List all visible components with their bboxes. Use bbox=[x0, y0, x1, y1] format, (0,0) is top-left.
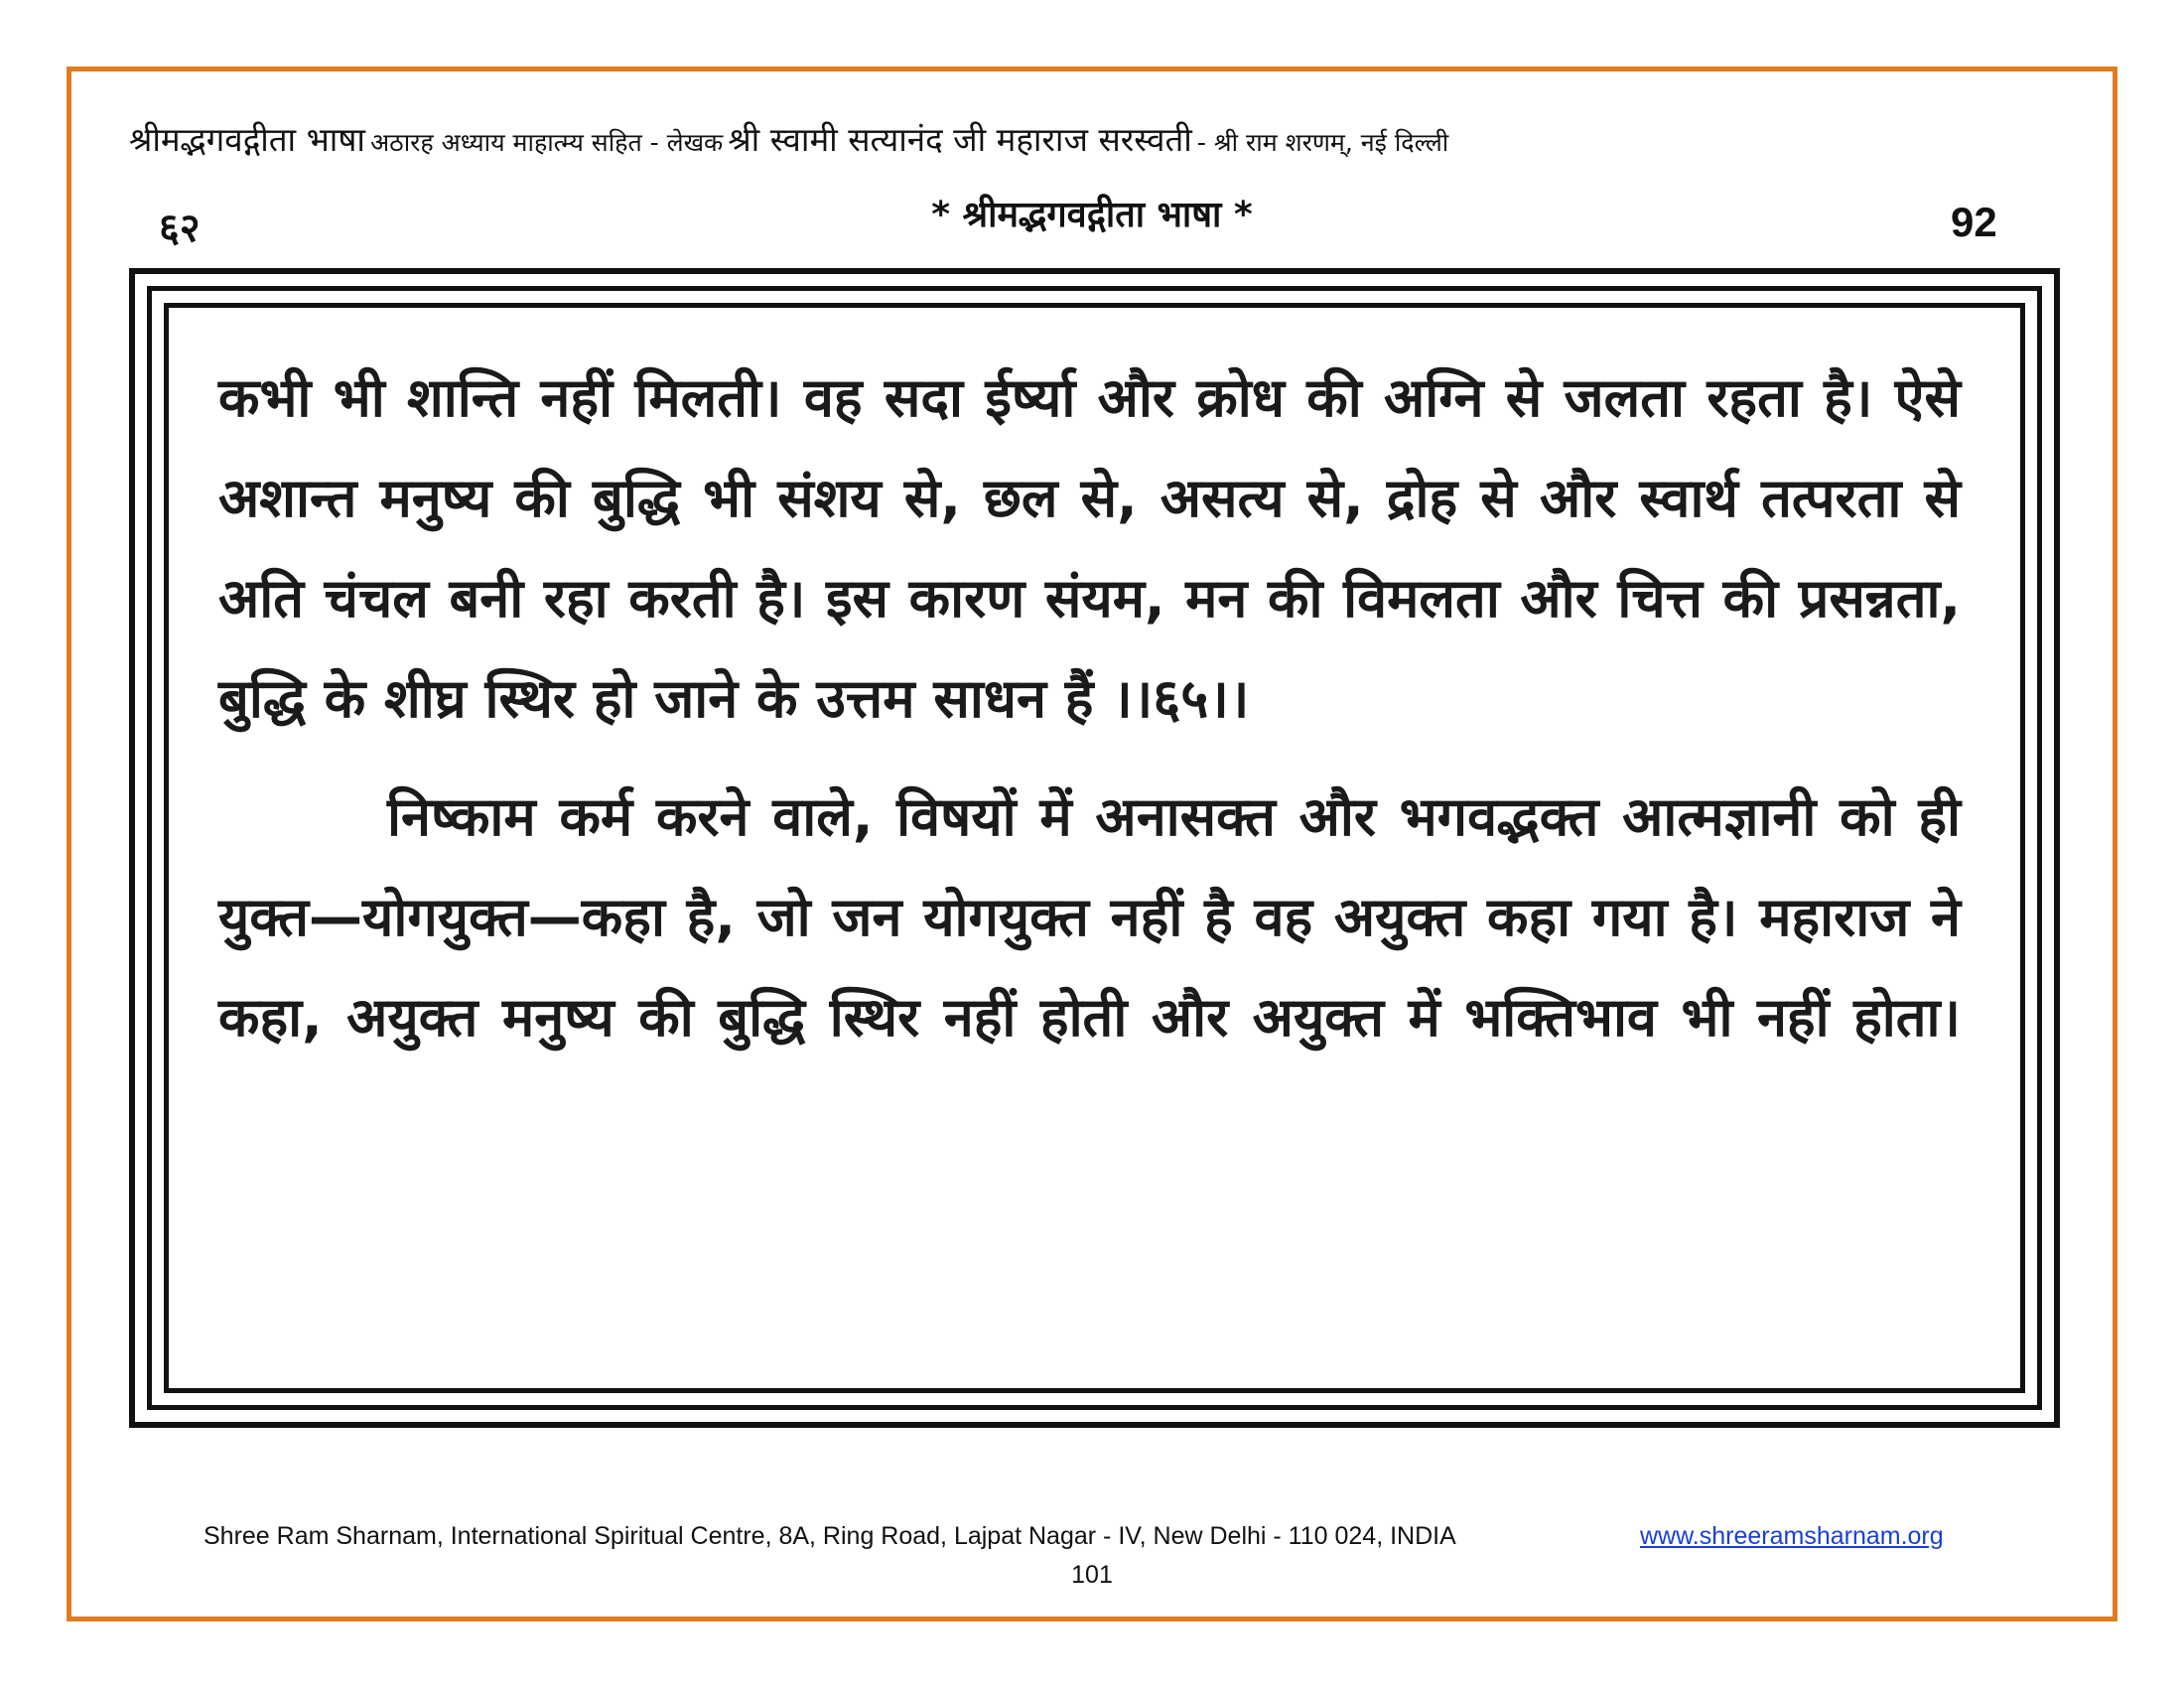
commentary-paragraph-1: कभी भी शान्ति नहीं मिलती। वह सदा ईर्ष्या और क्रोध की अग्नि से जलता रहता है। ऐसे अशान्त मनुष्य की बुद्धि भी संशय से, छल से, असत्य से, द्रोह से और स्वार्थ तत्परता से अति चंचल बनी रहा करती है। इस कारण संयम, मन की विमलता और चित्त की प्रसन्नता, बुद्धि के शीघ्र स्थिर हो जाने के उत्तम साधन हैं ।।६५।। bbox=[218, 366, 1961, 730]
book-author: श्री स्वामी सत्यानंद जी महाराज सरस्वती bbox=[728, 120, 1192, 159]
text-frame-inner-border bbox=[164, 303, 2025, 1393]
document-header bbox=[129, 116, 2075, 161]
original-page-number: ६२ bbox=[159, 206, 201, 251]
text-frame bbox=[129, 268, 2060, 1428]
book-subtitle: अठारह अध्याय माहात्म्य सहित - लेखक bbox=[370, 128, 724, 157]
website-link[interactable]: www.shreeramsharnam.org bbox=[1640, 1522, 1944, 1550]
commentary-body bbox=[218, 348, 1961, 1067]
footer-page-number: 101 bbox=[1071, 1561, 1113, 1589]
commentary-paragraph-2: निष्काम कर्म करने वाले, विषयों में अनासक्त और भगवद्भक्त आत्मज्ञानी को ही युक्त—योगयुक्त—कहा है, जो जन योगयुक्त नहीं है वह अयुक्त कहा गया है। महाराज ने कहा, अयुक्त मनुष्य की बुद्धि स्थिर नहीं होती और अयुक्त में भक्तिभाव भी नहीं होता। bbox=[218, 785, 1961, 1049]
running-title: * श्रीमद्भगवद्गीता भाषा * bbox=[931, 195, 1253, 235]
publisher-place: - श्री राम शरणम्, नई दिल्ली bbox=[1196, 128, 1449, 157]
text-frame-middle-border bbox=[147, 286, 2042, 1410]
footer-address: Shree Ram Sharnam, International Spiritual Centre, 8A, Ring Road, Lajpat Nagar - IV, New Delhi - 110 024, INDIA bbox=[204, 1522, 1456, 1550]
scan-page-number: 92 bbox=[1951, 199, 1997, 245]
book-title: श्रीमद्भगवद्गीता भाषा bbox=[129, 120, 365, 159]
